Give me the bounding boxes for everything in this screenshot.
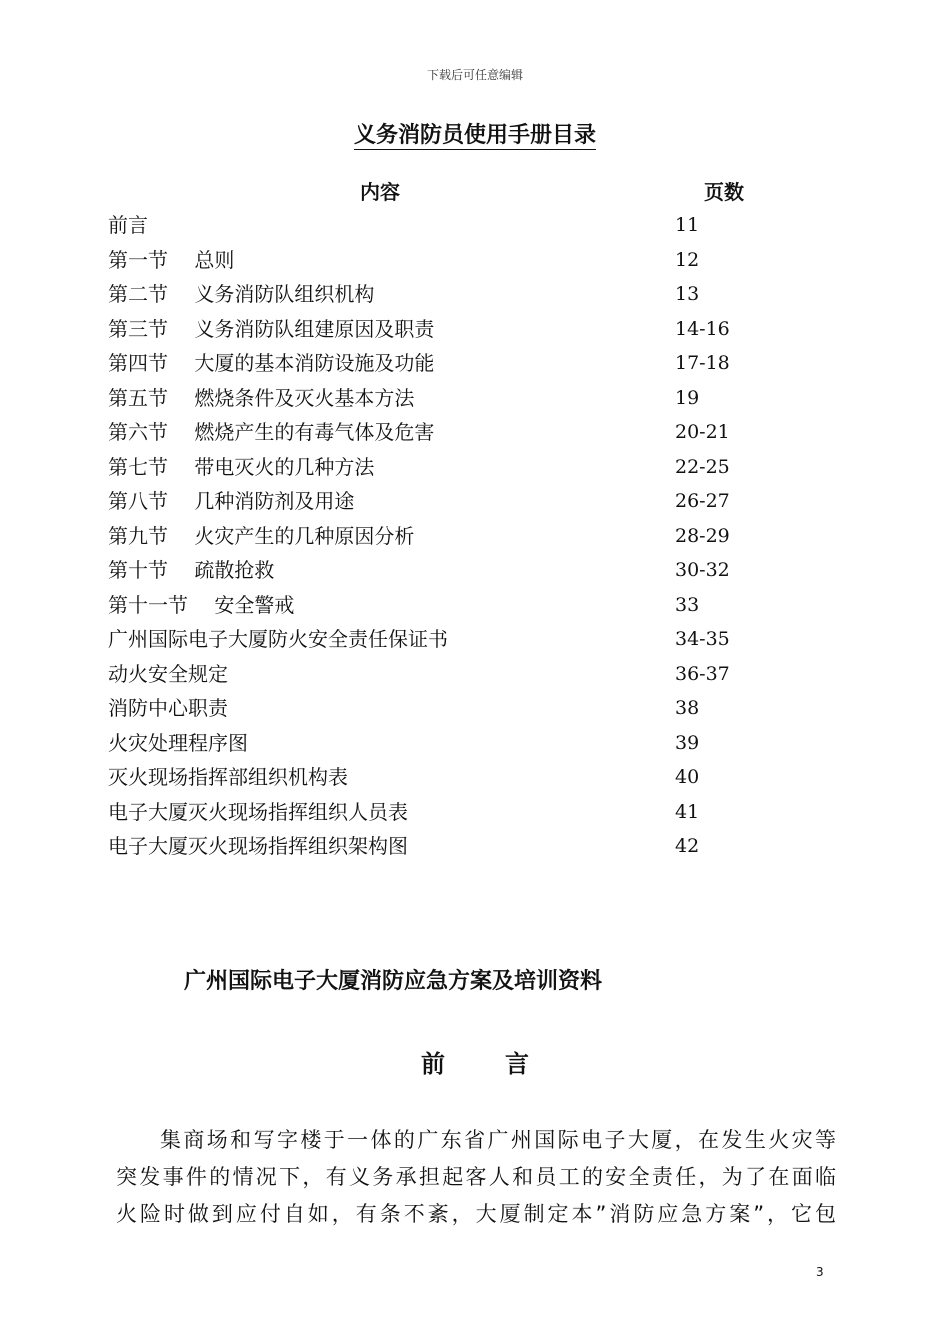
toc-row-pages: 22-25	[675, 455, 730, 478]
toc-row-title: 第二节 义务消防队组织机构	[108, 282, 375, 306]
toc-row-title: 第五节 燃烧条件及灭火基本方法	[108, 385, 415, 410]
preface-line: 突发事件的情况下，有义务承担起客人和员工的安全责任，为了在面临	[116, 1165, 836, 1189]
toc-row	[108, 588, 808, 623]
toc-row-title: 灭火现场指挥部组织机构表	[108, 765, 348, 789]
toc-row	[108, 795, 808, 830]
toc-row-title: 第十一节 安全警戒	[108, 592, 295, 617]
toc-row	[108, 381, 808, 416]
toc-row-pages: 14-16	[675, 317, 730, 340]
toc-row-pages: 30-32	[675, 559, 730, 581]
toc-row-title: 第七节 带电灭火的几种方法	[108, 454, 375, 479]
toc-row-title: 第一节 总则	[108, 247, 235, 272]
toc-row	[108, 243, 808, 278]
toc-row-pages: 19	[675, 386, 700, 409]
toc-row-title: 动火安全规定	[108, 661, 228, 686]
toc-row-title: 前言	[108, 213, 148, 237]
toc-row	[108, 346, 808, 381]
toc-row	[108, 553, 808, 588]
toc-row-title: 第十节 疏散抢救	[108, 558, 275, 582]
toc-row-title: 电子大厦灭火现场指挥组织人员表	[108, 799, 408, 824]
toc-row-title: 电子大厦灭火现场指挥组织架构图	[108, 834, 408, 858]
toc-row-pages: 40	[675, 766, 700, 788]
preface-line: 火险时做到应付自如，有条不紊，大厦制定本”消防应急方案”，它包	[116, 1202, 836, 1226]
toc-row-title: 第三节 义务消防队组建原因及职责	[108, 316, 435, 341]
toc-row	[108, 208, 808, 243]
toc-row-pages: 33	[675, 593, 700, 616]
toc-list	[108, 208, 808, 864]
toc-row-pages: 26-27	[675, 490, 730, 512]
toc-row-pages: 12	[675, 248, 700, 271]
toc-row-pages: 38	[675, 697, 700, 719]
toc-row	[108, 760, 808, 795]
preface-body	[116, 1122, 836, 1233]
toc-row-title: 广州国际电子大厦防火安全责任保证书	[108, 627, 448, 651]
toc-row	[108, 484, 808, 519]
toc-row	[108, 622, 808, 657]
toc-row-pages: 20-21	[675, 421, 730, 443]
toc-row	[108, 415, 808, 450]
toc-column-content: 内容	[360, 180, 400, 204]
toc-title-text: 义务消防员使用手册目录	[353, 123, 596, 148]
toc-row	[108, 691, 808, 726]
toc-row-pages: 39	[675, 731, 700, 754]
section-title: 广州国际电子大厦消防应急方案及培训资料	[184, 969, 603, 994]
toc-row-pages: 42	[675, 835, 700, 857]
toc-row	[108, 277, 808, 312]
toc-row	[108, 726, 808, 761]
page-number: 3	[816, 1265, 824, 1279]
toc-row-title: 消防中心职责	[108, 696, 228, 720]
toc-row-title: 第四节 大厦的基本消防设施及功能	[108, 351, 435, 375]
toc-row-pages: 41	[675, 800, 700, 823]
toc-row	[108, 519, 808, 554]
toc-row-title: 火灾处理程序图	[108, 730, 248, 755]
toc-row-pages: 13	[675, 283, 700, 305]
toc-row-title: 第九节 火灾产生的几种原因分析	[108, 523, 415, 548]
toc-column-pages: 页数	[704, 180, 744, 204]
toc-row	[108, 312, 808, 347]
toc-title	[0, 118, 950, 149]
toc-row	[108, 450, 808, 485]
toc-row-pages: 34-35	[675, 628, 730, 650]
toc-row-pages: 28-29	[675, 524, 730, 547]
toc-row-pages: 36-37	[675, 662, 730, 685]
toc-row-title: 第六节 燃烧产生的有毒气体及危害	[108, 420, 435, 444]
header-note: 下载后可任意编辑	[426, 68, 523, 82]
toc-row	[108, 829, 808, 864]
preface-line: 集商场和写字楼于一体的广东省广州国际电子大厦，在发生火灾等	[160, 1128, 836, 1152]
preface-title: 前言	[421, 1050, 589, 1078]
toc-row-pages: 11	[675, 214, 700, 236]
toc-row-title: 第八节 几种消防剂及用途	[108, 489, 355, 513]
toc-row-pages: 17-18	[675, 352, 730, 374]
toc-row	[108, 657, 808, 692]
